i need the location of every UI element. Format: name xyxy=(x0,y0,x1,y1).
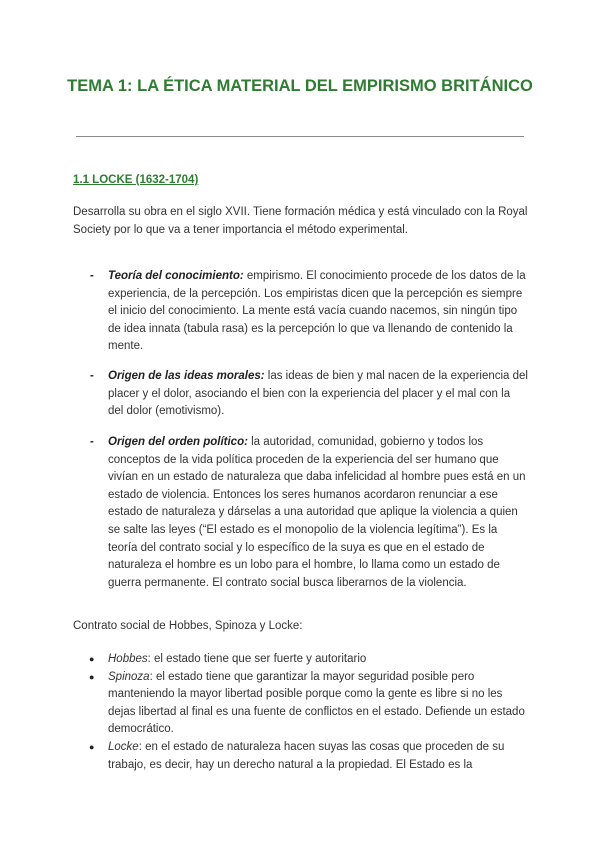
author-text: : el estado tiene que ser fuerte y autoritario xyxy=(147,653,367,665)
topic-body xyxy=(108,434,528,592)
bullet-dot-icon: ● xyxy=(89,741,95,752)
topic-body xyxy=(108,268,528,356)
topic-term: Origen del orden político: xyxy=(108,436,248,448)
topic-term: Teoría del conocimiento: xyxy=(108,270,244,282)
bullet-dot-icon: ● xyxy=(89,671,95,682)
author-name: Spinoza xyxy=(108,670,150,683)
author-name: Hobbes xyxy=(108,653,148,665)
list-item xyxy=(73,651,528,669)
topic-text: la autoridad, comunidad, gobierno y todos los conceptos de la vida política proceden de la experiencia del ser humano que vivían en un estado de naturaleza que daba infelicidad al hombre pues está en un estado de violencia. Entonces los seres humanos acordaron renunciar a ese estado de naturaleza y dárselas a una autoridad que aplique la violencia a quien se salte las leyes (“El estado es el monopolio de la violencia legítima”). Es la teoría del contrato social y lo específico de la suya es que en el estado de naturaleza el hombre es un lobo para el hombre, lo llama como un estado de guerra permanente. El contrato social busca liberarnos de la violencia. xyxy=(108,436,526,589)
topic-text: las ideas de bien y mal nacen de la experiencia del placer y el dolor, asociando el bien con la experiencia del placer y el mal con la del dolor (emotivismo). xyxy=(108,370,528,418)
authors-list xyxy=(73,651,528,774)
topic-text: empirismo. El conocimiento procede de los datos de la experiencia, de la percepción. Los empiristas dicen que la percepción es siempre el inicio del conocimiento. La mente está vacía cuando nacemos, sin ningún tipo de idea innata (tabula rasa) es la percepción lo que va llenando de contenido la mente. xyxy=(108,270,526,353)
topic-item xyxy=(73,434,528,592)
topic-term: Origen de las ideas morales: xyxy=(108,370,265,382)
dash-bullet: - xyxy=(90,436,94,448)
author-text: : el estado tiene que garantizar la mayor seguridad posible pero manteniendo la mayor libertad posible porque como la gente es libre si no les dejas libertad al final es una fuente de conflictos en el estado. Defiende un estado democrático. xyxy=(108,670,525,736)
dash-bullet: - xyxy=(90,370,94,382)
topic-item xyxy=(73,368,528,421)
dash-bullet: - xyxy=(90,270,94,282)
bullet-dot-icon: ● xyxy=(89,654,95,664)
page-title: TEMA 1: LA ÉTICA MATERIAL DEL EMPIRISMO BRITÁNICO xyxy=(67,77,533,95)
list-item xyxy=(73,739,528,774)
list-item xyxy=(73,669,528,739)
topic-body xyxy=(108,368,528,421)
contract-intro: Contrato social de Hobbes, Spinoza y Locke: xyxy=(73,620,303,632)
author-name: Locke xyxy=(108,740,139,753)
author-text: : en el estado de naturaleza hacen suyas las cosas que proceden de su trabajo, es decir, hay un derecho natural a la propiedad. El Estado es la xyxy=(108,740,505,771)
topic-item xyxy=(73,268,528,356)
horizontal-divider xyxy=(76,136,524,137)
intro-paragraph: Desarrolla su obra en el siglo XVII. Tiene formación médica y está vinculado con la Royal Society por lo que va a tener importancia el método experimental. xyxy=(73,206,528,236)
section-heading: 1.1 LOCKE (1632-1704) xyxy=(73,174,199,186)
